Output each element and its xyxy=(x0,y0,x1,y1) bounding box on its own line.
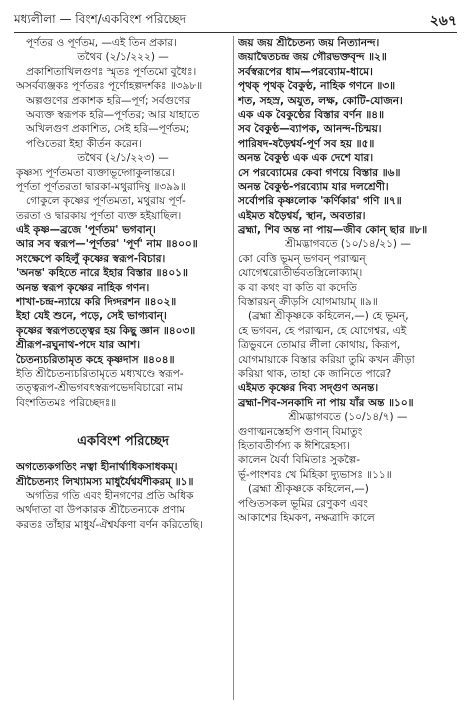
text-line: পণ্ডিতেরা ইহা কীর্তন করেন। xyxy=(26,137,142,150)
text-line: এইমত ষড়ৈশ্বর্য, স্থান, অবতার। xyxy=(238,209,366,222)
text-line: সব বৈকুণ্ঠ—ব্যাপক, আনন্দ-চিন্ময়। xyxy=(238,123,382,136)
text-line: ইহা যেই শুনে, পড়ে, সেই ভাগ্যবান্। xyxy=(16,310,167,323)
text-line: শ্রীচৈতন্যং লিখ্যামস্য মাধুর্যৈশ্বর্যশীকরম্ ॥১॥ xyxy=(16,475,194,488)
text-line: সে পরব্যোমের কেবা গণয়ে বিস্তার ॥৬॥ xyxy=(238,166,401,179)
text-line: শ্রীমদ্ভাগবতে (১০/১৪/২১) — xyxy=(285,238,411,251)
running-title: মধ্যলীলা — বিংশ/একবিংশ পরিচ্ছেদ xyxy=(14,12,187,26)
text-line: হিতাবতীর্ণস্য ক ঈশিরেহস্য। xyxy=(238,439,350,452)
text-line: অনন্ত স্বরূপ কৃষ্ণের নাহিক গণন। xyxy=(16,281,150,294)
text-line: অনন্ত বৈকুণ্ঠ এক এক দেশে যার। xyxy=(238,152,374,165)
text-line: র্ভূ-পাংশবঃ খে মিহিকা দ্যুভাসঃ ॥১১॥ xyxy=(238,468,392,481)
text-line: ব্রহ্মা, শিব অন্ত না পায়—জীব কোন্ ছার ॥৮॥ xyxy=(238,224,428,237)
text-line: করিয়া থাক, তাহা কে জানিতে পারে? xyxy=(238,367,392,380)
text-line: অসর্বব্যঞ্জকঃ পূর্ণতরঃ পূর্ণোহল্পদর্শকঃ ॥৩৯৮॥ xyxy=(16,80,203,93)
text-line: অল্পগুণের প্রকাশক হরি—পূর্ণ; সর্বগুণের xyxy=(26,94,191,107)
text-line: শত, সহস্র, অযুত, লক্ষ, কোটি-যোজন। xyxy=(238,94,403,107)
text-line: বিংশতিতমঃ পরিচ্ছেদঃ॥ xyxy=(16,396,117,409)
spacer xyxy=(16,410,230,424)
text-line: অর্থদাতা বা উপকারক শ্রীচৈতন্যকে প্রণাম xyxy=(16,504,186,517)
text-line: করতঃ তাঁহার মাধুর্য-ঐশ্বর্যকণা বর্ণন করিতেছি। xyxy=(16,518,203,531)
text-line: ব্রহ্মা-শিব-সনকাদি না পায় যাঁর অন্ত ॥১০॥ xyxy=(238,396,414,409)
text-line: প্রকাশিতাখিলগুণঃ স্মৃতঃ পূর্ণতমো বুধৈঃ। xyxy=(26,65,197,78)
text-line: ক বা কথং বা কতি বা কদেতি xyxy=(238,281,357,294)
text-line: হে ভগবন, হে পরাত্মন, হে যোগেশ্বর, এই xyxy=(238,324,407,337)
text-line: পণ্ডিতসকল ভূমির রেণুকণ এবং xyxy=(238,497,368,510)
text-line: যোগমায়াকে বিস্তার করিয়া তুমি কখন ক্রীড়া xyxy=(238,353,415,366)
text-line: বিস্তারয়ন্ ক্রীড়সি যোগমায়াম্ ॥৯॥ xyxy=(238,296,378,309)
text-line: কৃষ্ণস্য পূর্ণতমতা ব্যক্তাভূদ্গোকুলান্তরে। xyxy=(16,166,175,179)
text-line: ইতি শ্রীচৈতন্যচরিতামৃতে মধ্যখণ্ডে স্বরূপ- xyxy=(16,367,184,380)
text-line: পৃথক্ পৃথক্ বৈকুণ্ঠ, নাহিক গণনে ॥৩॥ xyxy=(238,80,396,93)
text-line: সংক্ষেপে কহিলুঁ কৃষ্ণের স্বরূপ-বিচার। xyxy=(16,252,166,265)
text-line: কৃষ্ণের স্বরূপতত্ত্বের হয় কিছু জ্ঞান ॥৪০৩॥ xyxy=(16,324,196,337)
page-header xyxy=(14,8,457,33)
text-line: (ব্রহ্মা শ্রীকৃষ্ণকে কহিলেন,—) xyxy=(248,483,369,496)
right-column xyxy=(238,36,458,525)
text-line: চৈতন্যচরিতামৃত কহে কৃষ্ণদাস ॥৪০৪॥ xyxy=(16,353,175,366)
text-line: 'অনন্ত' কহিতে নারে ইহার বিস্তার ॥৪০১॥ xyxy=(16,267,188,280)
text-line: তরতা ও দ্বারকায় পূর্ণতা ব্যক্ত হইয়াছিল। xyxy=(16,209,182,222)
text-line: গুণাত্মনস্তেহপি গুণান্ বিমাতুং xyxy=(238,425,363,438)
column-divider xyxy=(233,36,234,700)
text-line: গোকুলে কৃষ্ণের পূর্ণতমতা, মথুরায় পূর্ণ- xyxy=(26,195,186,208)
text-line: কালেন যৈর্বা বিমিতাঃ সুকল্পৈ- xyxy=(238,454,361,467)
text-line: অখিলগুণ প্রকাশিত, সেই হরি—পূর্ণতম; xyxy=(26,123,190,136)
text-line: পূর্ণতা পূর্ণতরতা দ্বারকা-মথুরাদিষু ॥৩৯৯॥ xyxy=(16,180,186,193)
text-line: আর সব স্বরূপ—'পূর্ণতর' 'পূর্ণ' নাম ॥৪০০॥ xyxy=(16,238,198,251)
text-line: অগত্যেকগতিং নত্বা হীনার্থাধিকসাধকম্। xyxy=(16,461,178,474)
text-line: সর্বস্বরূপের ধাম—পরব্যোম-ধামে। xyxy=(238,65,373,78)
text-line: তথৈব (২/১/২২২) — xyxy=(77,51,169,64)
text-line: এক এক বৈকুণ্ঠের বিস্তার বর্ণন ॥৪॥ xyxy=(238,108,385,121)
chapter-heading: একবিংশ পরিচ্ছেদ xyxy=(77,434,169,450)
text-line: এইমত কৃষ্ণের দিব্য সদ্গুণ অনন্ত। xyxy=(238,382,379,395)
text-line: অনন্ত বৈকুণ্ঠ-পরব্যোম যার দলশ্রেণী। xyxy=(238,180,389,193)
text-line: পূর্ণতর ও পূর্ণতম, —এই তিন প্রকার। xyxy=(26,37,177,49)
text-line: শ্রীরূপ-রঘুনাথ-পদে যার আশ। xyxy=(16,339,141,352)
text-line: অগতির গতি এবং হীনগণের প্রতি অধিক xyxy=(26,489,194,502)
text-line: (ব্রহ্মা শ্রীকৃষ্ণকে কহিলেন,—) হে ভূমন্, xyxy=(248,310,409,323)
text-line: যোগেশ্বরোতীর্ভবতস্ত্রিলোক্যাম্। xyxy=(238,267,363,280)
text-line: শাখা-চন্দ্র-ন্যায়ে করি দিগ্দরশন ॥৪০২॥ xyxy=(16,296,177,309)
text-line: তথৈব (২/১/২২৩) — xyxy=(77,152,169,165)
page-number: ২৬৭ xyxy=(429,13,457,29)
text-line: ত্রিভুবনে তোমার লীলা কোথায়, কিরূপ, xyxy=(238,339,401,352)
text-line: তত্ত্বরূপ-শ্রীভগবৎস্বরূপভেদবিচারো নাম xyxy=(16,382,183,395)
text-line: শ্রীমদ্ভাগবতে (১০/১৪/৭) — xyxy=(288,411,408,424)
text-line: জয় জয় শ্রীচৈতন্য জয় নিত্যানন্দ। xyxy=(238,37,380,49)
text-line: পারিষদ-ষড়ৈশ্বর্য-পূর্ণ সব হয় ॥৫॥ xyxy=(238,137,375,150)
text-line: জয়াদ্বৈতচন্দ্র জয় গৌরভক্তবৃন্দ ॥২॥ xyxy=(238,51,387,64)
text-line: অব্যক্ত স্বরূপক হরি—পূর্ণতর; আর যাহাতে xyxy=(26,108,200,121)
text-line: কো বেত্তি ভূমন্ ভগবন্ পরাত্মন্ xyxy=(238,252,366,265)
text-line: এই কৃষ্ণ—ব্রজে 'পূর্ণতম' ভগবান্। xyxy=(16,224,156,237)
text-line: সর্বোপরি কৃষ্ণলোক 'কর্ণিকার' গণি ॥৭॥ xyxy=(238,195,402,208)
text-line: আকাশের হিমকণ, নক্ষত্রাদি কালে xyxy=(238,511,375,524)
left-column xyxy=(16,36,230,532)
